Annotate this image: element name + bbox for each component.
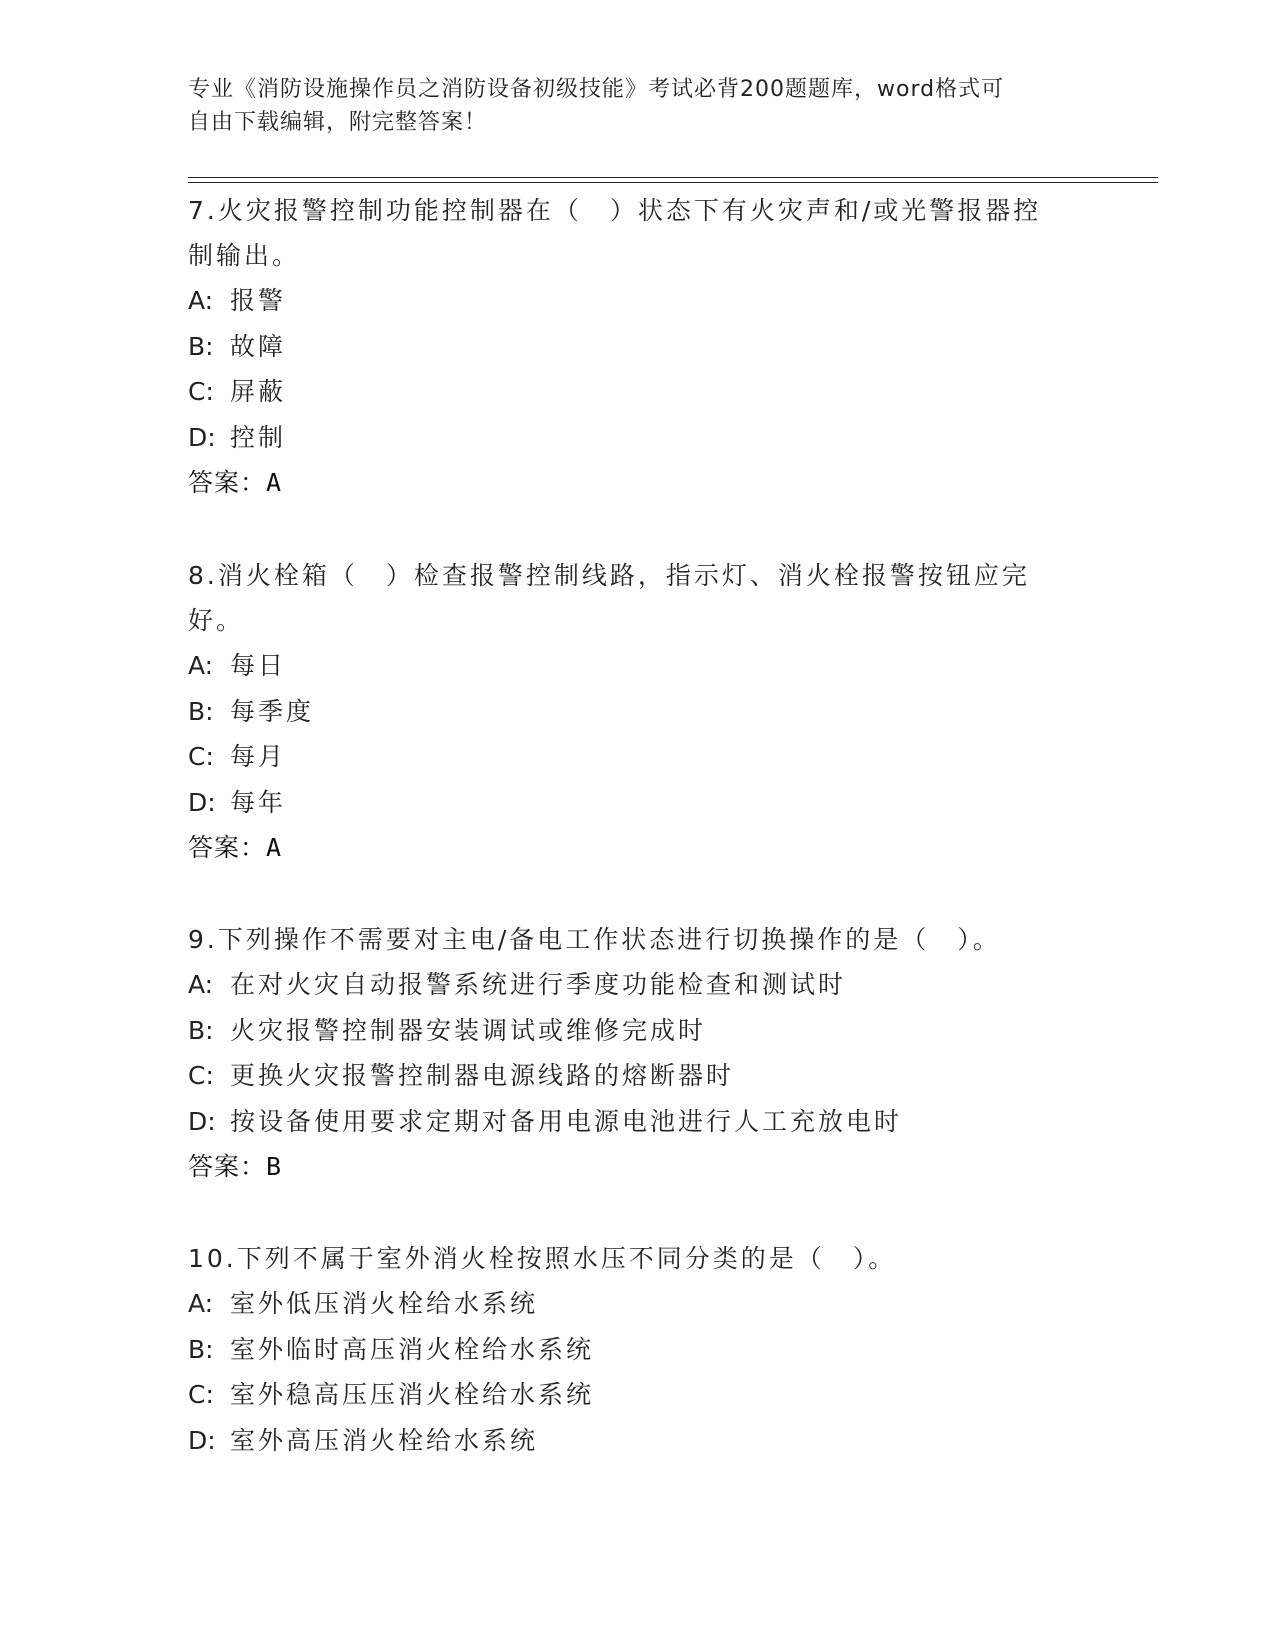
option-c [188,1053,1088,1099]
option-letter: A: [188,651,214,680]
option-c [188,1372,1088,1418]
question-9 [188,917,1088,1189]
question-8 [188,553,1088,870]
header-divider-bottom [188,182,1158,183]
answer-line [188,1144,1088,1189]
option-letter: C: [188,1061,214,1090]
option-text: 按设备使用要求定期对备用电源电池进行人工充放电时 [230,1106,903,1136]
option-d [188,415,1088,461]
option-d [188,780,1088,826]
document-header [188,73,1088,139]
option-text: 火灾报警控制器安装调试或维修完成时 [230,1015,707,1045]
option-text: 室外低压消火栓给水系统 [230,1289,539,1318]
option-letter: A: [188,286,214,315]
option-letter: D: [188,1425,216,1455]
option-text: 屏蔽 [230,377,287,406]
option-letter: B: [188,331,214,361]
option-d [188,1099,1088,1145]
option-c [188,369,1088,415]
option-letter: A: [188,970,214,999]
question-stem-line: 制输出。 [188,241,301,270]
option-text: 室外稳高压压消火栓给水系统 [230,1380,595,1409]
option-text: 室外高压消火栓给水系统 [230,1425,539,1455]
option-letter: D: [188,787,216,817]
answer-label: 答案： [188,468,267,497]
answer-line [188,825,1088,870]
option-d [188,1418,1088,1464]
option-text: 更换火灾报警控制器电源线路的熔断器时 [230,1061,735,1090]
option-b [188,1008,1088,1054]
option-letter: D: [188,422,216,452]
option-a [188,962,1088,1008]
answer-value: A [266,833,283,862]
option-a [188,278,1088,324]
header-line-1: 专业《消防设施操作员之消防设备初级技能》考试必背200题题库，word格式可 [188,77,1005,102]
question-7 [188,188,1088,505]
header-divider-top [188,177,1158,178]
option-b [188,1327,1088,1373]
option-letter: B: [188,1334,214,1364]
answer-label: 答案： [188,833,267,862]
option-a [188,643,1088,689]
option-c [188,734,1088,780]
option-text: 室外临时高压消火栓给水系统 [230,1334,595,1364]
option-letter: B: [188,1015,214,1045]
option-letter: D: [188,1106,216,1136]
option-text: 在对火灾自动报警系统进行季度功能检查和测试时 [230,970,847,999]
question-stem-line: 10.下列不属于室外消火栓按照水压不同分类的是（ ）。 [188,1244,897,1273]
question-stem-line: 7.火灾报警控制功能控制器在（ ）状态下有火灾声和/或光警报器控 [188,196,1042,225]
question-stem-line: 9.下列操作不需要对主电/备电工作状态进行切换操作的是（ ）。 [188,925,1001,954]
question-stem-line: 好。 [188,606,245,635]
answer-value: A [266,468,283,497]
answer-line [188,460,1088,505]
option-text: 故障 [230,331,287,361]
option-b [188,689,1088,735]
option-a [188,1281,1088,1327]
answer-value: B [266,1152,283,1181]
option-text: 控制 [230,422,287,452]
option-text: 每年 [230,787,287,817]
header-line-2: 自由下载编辑，附完整答案！ [188,110,488,135]
option-letter: C: [188,377,214,406]
option-letter: B: [188,696,214,726]
option-b [188,324,1088,370]
question-stem-line: 8.消火栓箱（ ）检查报警控制线路，指示灯、消火栓报警按钮应完 [188,561,1030,590]
option-letter: C: [188,742,214,771]
option-letter: C: [188,1380,214,1409]
option-text: 报警 [230,286,287,315]
option-text: 每日 [230,651,287,680]
option-letter: A: [188,1289,214,1318]
option-text: 每月 [230,742,287,771]
option-text: 每季度 [230,696,315,726]
answer-label: 答案： [188,1152,267,1181]
question-10 [188,1236,1088,1463]
